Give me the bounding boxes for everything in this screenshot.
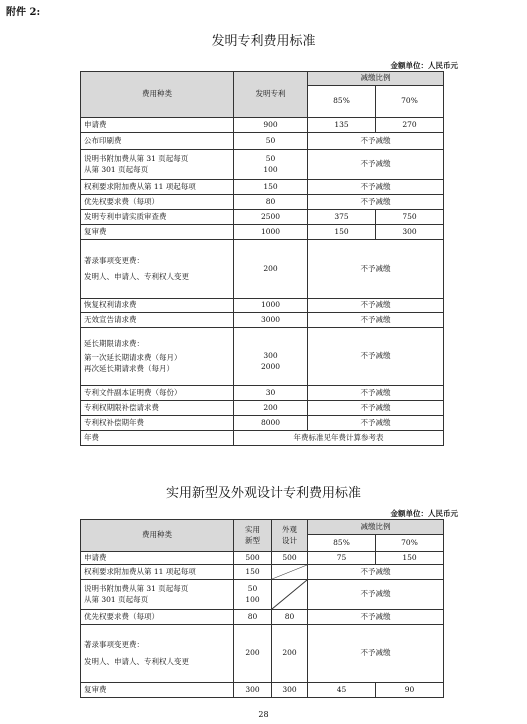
fee-amount: 80 (234, 195, 308, 210)
table-row (81, 580, 444, 610)
attachment-label: 附件 2: (6, 7, 41, 18)
reduction-note: 年费标准见年费计算参考表 (234, 431, 444, 446)
table-row (81, 610, 444, 625)
utility-amount: 300 (234, 683, 272, 698)
page-number: 28 (258, 710, 269, 719)
fee-amount: 150 (234, 180, 308, 195)
table-row (81, 195, 444, 210)
fee-amount-line3: 2000 (260, 361, 281, 371)
design-amount: 300 (272, 683, 308, 698)
utility-amount-line1: 50 (247, 584, 258, 594)
table-row (81, 180, 444, 195)
table-row (81, 625, 444, 683)
reduction-note: 不予减缴 (308, 195, 444, 210)
reduction-note: 不予减缴 (308, 386, 444, 401)
fee-amount: 2500 (234, 210, 308, 225)
fee-name: 优先权要求费（每项） (81, 195, 234, 210)
invention-fee-table (80, 71, 444, 446)
fee-name: 权利要求附加费从第 11 项起每项 (81, 180, 234, 195)
header-design-line1: 外观 (282, 525, 297, 535)
header-70: 70% (376, 535, 444, 552)
fee-name: 申请费 (81, 552, 234, 565)
fee-amount-line2: 300 (263, 351, 278, 361)
table-row (81, 552, 444, 565)
utility-fee-table (80, 519, 444, 698)
design-amount: 80 (272, 610, 308, 625)
utility-amount: 500 (234, 552, 272, 565)
reduction-note: 不予减缴 (308, 133, 444, 150)
reduction-note: 不予减缴 (308, 401, 444, 416)
fee-amount: 1000 (234, 299, 308, 313)
table-row (81, 133, 444, 150)
reduction-85: 45 (308, 683, 376, 698)
not-applicable-cell (272, 565, 308, 580)
fee-amount-line2: 100 (263, 164, 278, 174)
fee-amount: 200 (234, 401, 308, 416)
fee-name-line2: 发明人、申请人、专利权人变更 (84, 272, 189, 281)
header-utility-line1: 实用 (245, 525, 260, 535)
table-row (81, 328, 444, 386)
fee-name-line2: 从第 301 页起每页 (84, 164, 149, 174)
fee-amount: 30 (234, 386, 308, 401)
table-row (81, 565, 444, 580)
reduction-85: 135 (308, 118, 376, 133)
fee-amount: 50 (234, 133, 308, 150)
fee-name: 优先权要求费（每项） (81, 610, 234, 625)
fee-name-line1: 延长期限请求费： (84, 339, 144, 349)
fee-name: 无效宣告请求费 (81, 313, 234, 328)
fee-name: 复审费 (81, 225, 234, 240)
reduction-85: 375 (308, 210, 376, 225)
table-row (81, 299, 444, 313)
header-reduction: 减缴比例 (308, 520, 444, 535)
reduction-note: 不予减缴 (308, 580, 444, 610)
reduction-note: 不予减缴 (308, 625, 444, 683)
table-row (81, 683, 444, 698)
reduction-note: 不予减缴 (308, 240, 444, 299)
reduction-70: 750 (376, 210, 444, 225)
table-row (81, 313, 444, 328)
fee-amount: 1000 (234, 225, 308, 240)
header-utility-line2: 新型 (245, 535, 260, 545)
reduction-70: 270 (376, 118, 444, 133)
fee-name-line2: 从第 301 页起每页 (84, 594, 149, 604)
utility-amount: 80 (234, 610, 272, 625)
fee-name-line2: 第一次延长期请求费（每月） (84, 353, 182, 363)
reduction-note: 不予减缴 (308, 565, 444, 580)
not-applicable-cell (272, 580, 308, 610)
fee-name-line3: 再次延长期请求费（每月） (84, 363, 174, 373)
fee-name: 申请费 (81, 118, 234, 133)
fee-name: 复审费 (81, 683, 234, 698)
utility-amount: 200 (234, 625, 272, 683)
reduction-note: 不予减缴 (308, 610, 444, 625)
design-amount: 500 (272, 552, 308, 565)
fee-name: 权利要求附加费从第 11 项起每项 (81, 565, 234, 580)
table-row (81, 386, 444, 401)
utility-amount-line2: 100 (245, 594, 260, 604)
header-fee-type: 费用种类 (81, 72, 234, 118)
reduction-85: 150 (308, 225, 376, 240)
table-row (81, 150, 444, 180)
fee-name: 专利权补偿期年费 (81, 416, 234, 431)
fee-amount: 900 (234, 118, 308, 133)
fee-name-line1: 说明书附加费从第 31 页起每页 (84, 584, 189, 594)
reduction-70: 300 (376, 225, 444, 240)
reduction-note: 不予减缴 (308, 313, 444, 328)
header-70: 70% (376, 86, 444, 118)
header-design-line2: 设计 (282, 535, 297, 545)
reduction-note: 不予减缴 (308, 180, 444, 195)
reduction-note: 不予减缴 (308, 150, 444, 180)
fee-name: 发明专利申请实质审查费 (81, 210, 234, 225)
table-row (81, 401, 444, 416)
header-85: 85% (308, 86, 376, 118)
utility-unit: 金额单位：人民币元 (390, 509, 458, 518)
fee-name: 专利文件副本证明费（每份） (81, 386, 234, 401)
header-invention-patent: 发明专利 (234, 72, 308, 118)
reduction-70: 90 (376, 683, 444, 698)
table-row (81, 210, 444, 225)
fee-amount: 8000 (234, 416, 308, 431)
design-amount: 200 (272, 625, 308, 683)
fee-name: 公布印刷费 (81, 133, 234, 150)
fee-amount-line1: 50 (265, 154, 276, 164)
utility-amount: 150 (234, 565, 272, 580)
fee-name-line1: 说明书附加费从第 31 页起每页 (84, 154, 189, 164)
table-row (81, 240, 444, 299)
reduction-70: 150 (376, 552, 444, 565)
invention-title: 发明专利费用标准 (211, 34, 316, 49)
reduction-85: 75 (308, 552, 376, 565)
table-row (81, 416, 444, 431)
fee-name: 年费 (81, 431, 234, 446)
fee-name: 专利权期限补偿请求费 (81, 401, 234, 416)
header-reduction: 减缴比例 (308, 72, 444, 86)
fee-amount: 3000 (234, 313, 308, 328)
invention-unit: 金额单位：人民币元 (390, 61, 458, 70)
reduction-note: 不予减缴 (308, 328, 444, 386)
table-row (81, 225, 444, 240)
fee-amount: 200 (234, 240, 308, 299)
fee-name: 恢复权利请求费 (81, 299, 234, 313)
fee-name-line2: 发明人、申请人、专利权人变更 (84, 656, 189, 666)
fee-name-line1: 著录事项变更费： (84, 640, 144, 650)
table-row (81, 431, 444, 446)
fee-name-line1: 著录事项变更费： (84, 255, 144, 265)
table-row (81, 118, 444, 133)
reduction-note: 不予减缴 (308, 299, 444, 313)
header-fee-type: 费用种类 (81, 520, 234, 552)
utility-title: 实用新型及外观设计专利费用标准 (165, 486, 361, 501)
reduction-note: 不予减缴 (308, 416, 444, 431)
header-85: 85% (308, 535, 376, 552)
